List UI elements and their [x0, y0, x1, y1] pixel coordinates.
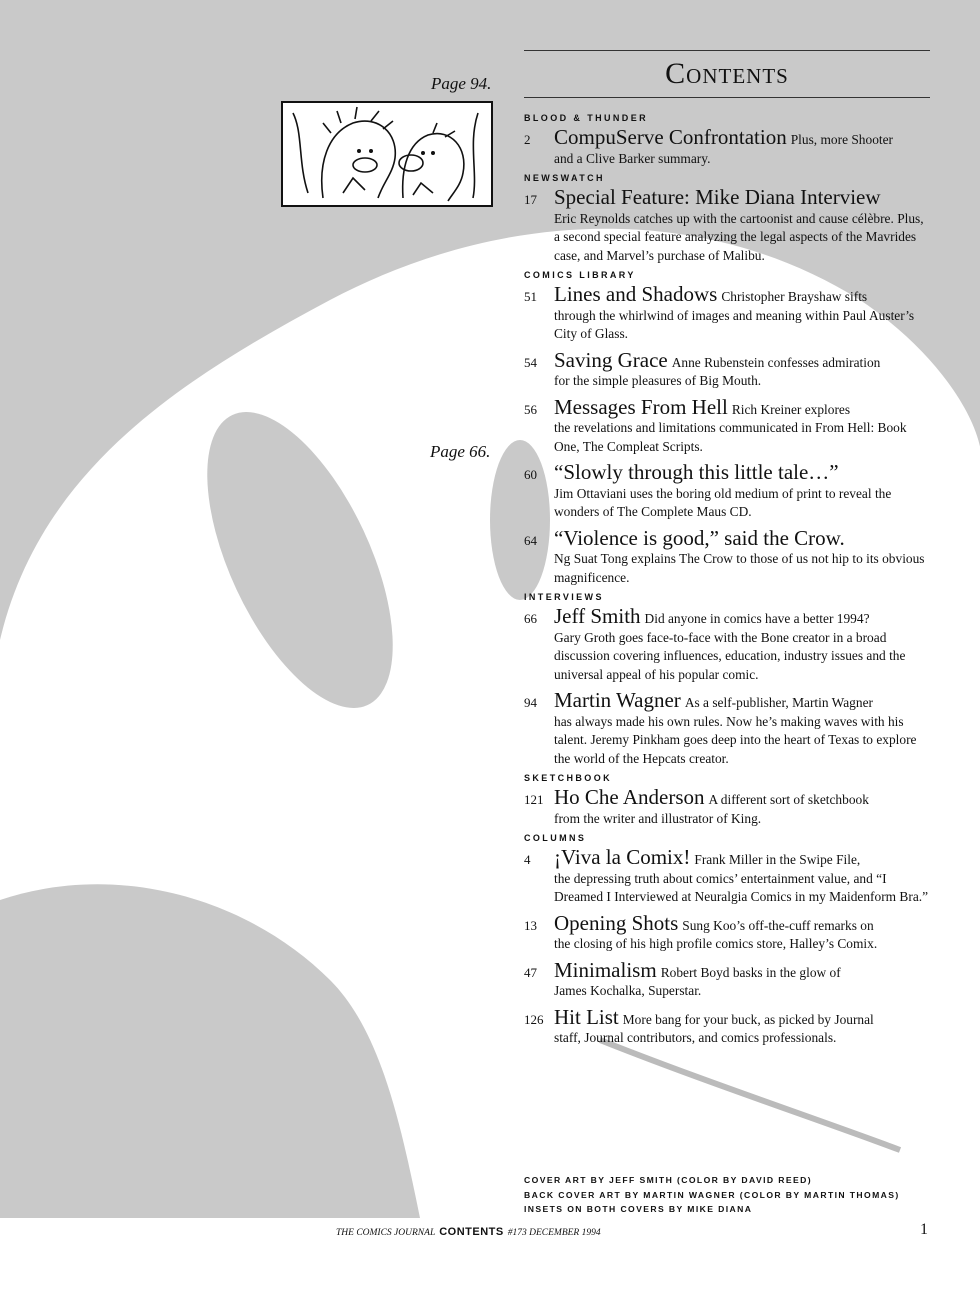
- entry-lead: Sung Koo’s off-the-cuff remarks on: [682, 917, 874, 933]
- entry-lead: Did anyone in comics have a better 1994?: [644, 611, 870, 626]
- entry-lead: More bang for your buck, as picked by Journal: [622, 1011, 874, 1027]
- entry-title: Hit List: [554, 1004, 619, 1029]
- entry-title: Lines and Shadows: [554, 282, 718, 306]
- toc-entry[interactable]: [524, 527, 930, 588]
- toc-entry[interactable]: [524, 349, 930, 391]
- toc-entry[interactable]: [524, 689, 930, 768]
- page-number: 1: [920, 1221, 928, 1238]
- entry-body: [554, 605, 930, 684]
- toc-entry[interactable]: [524, 1006, 930, 1048]
- entry-title: Messages From Hell: [554, 394, 728, 419]
- entry-page-number: 64: [524, 532, 537, 548]
- entry-description: for the simple pleasures of Big Mouth.: [554, 373, 762, 388]
- entry-page-number: 66: [524, 611, 537, 626]
- entry-description: James Kochalka, Superstar.: [554, 983, 702, 998]
- entry-page-number: 56: [524, 401, 537, 417]
- toc-entry[interactable]: [524, 605, 930, 684]
- section-heading: COLUMNS: [524, 833, 587, 843]
- footer-publication: THE COMICS JOURNAL: [336, 1228, 436, 1238]
- section-heading: NEWSWATCH: [524, 173, 605, 183]
- entry-body: [554, 283, 930, 344]
- entry-title: Jeff Smith: [554, 604, 641, 628]
- section-heading: COMICS LIBRARY: [524, 270, 636, 280]
- cover-credits: [524, 1173, 944, 1217]
- toc-entry[interactable]: [524, 283, 930, 344]
- entry-title: Saving Grace: [554, 347, 668, 372]
- entry-body: [554, 126, 930, 168]
- entry-title: Ho Che Anderson: [554, 785, 705, 809]
- section-heading: SKETCHBOOK: [524, 773, 613, 783]
- toc-entry[interactable]: [524, 959, 930, 1001]
- footer-issue: #173 DECEMBER 1994: [507, 1228, 601, 1238]
- credit-line: INSETS ON BOTH COVERS BY MIKE DIANA: [524, 1204, 753, 1214]
- entry-title: Martin Wagner: [554, 688, 681, 712]
- entry-lead: Anne Rubenstein confesses admiration: [671, 354, 881, 370]
- entry-body: [554, 396, 930, 457]
- entry-title: “Violence is good,” said the Crow.: [554, 525, 845, 550]
- entry-description: and a Clive Barker summary.: [554, 150, 711, 166]
- entry-title: Special Feature: Mike Diana Interview: [554, 185, 881, 209]
- toc-entry[interactable]: [524, 186, 930, 265]
- section-heading: BLOOD & THUNDER: [524, 113, 648, 123]
- entry-lead: As a self-publisher, Martin Wagner: [684, 695, 873, 710]
- entry-description: from the writer and illustrator of King.: [554, 810, 762, 826]
- toc-entry[interactable]: [524, 461, 930, 522]
- entry-page-number: 121: [524, 792, 544, 807]
- entry-description: Eric Reynolds catches up with the cartoonist and cause célèbre. Plus, a second special feature analyzing the legal aspects of the Mavrides case, and Marvel’s purchase of Malibu.: [554, 210, 924, 263]
- entry-title: ¡Viva la Comix!: [554, 845, 691, 869]
- entry-description: through the whirlwind of images and meaning within Paul Auster’s City of Glass.: [554, 307, 915, 341]
- entry-page-number: 60: [524, 467, 537, 482]
- entry-body: [554, 1006, 930, 1048]
- page-title: Contents: [665, 57, 789, 90]
- entry-lead: Rich Kreiner explores: [731, 401, 851, 417]
- entry-page-number: 13: [524, 917, 537, 933]
- footer-section: CONTENTS: [439, 1226, 504, 1238]
- entry-body: [554, 959, 930, 1001]
- entry-description: staff, Journal contributors, and comics professionals.: [554, 1030, 837, 1045]
- entry-body: [554, 527, 930, 588]
- entry-description: Jim Ottaviani uses the boring old medium of print to reveal the wonders of The Complete Maus CD.: [554, 485, 892, 519]
- entry-page-number: 94: [524, 695, 537, 710]
- entry-body: [554, 846, 930, 907]
- entry-body: [554, 461, 930, 522]
- entry-lead: Christopher Brayshaw sifts: [721, 289, 868, 304]
- entry-title: Minimalism: [554, 957, 657, 982]
- two-characters-drawing: [283, 103, 491, 205]
- toc-entry[interactable]: [524, 912, 930, 954]
- entry-body: [554, 912, 930, 954]
- entry-body: [554, 786, 930, 828]
- entry-lead: Frank Miller in the Swipe File,: [694, 852, 861, 867]
- toc-entry[interactable]: [524, 396, 930, 457]
- credit-line: BACK COVER ART BY MARTIN WAGNER (COLOR BY MARTIN THOMAS): [524, 1189, 900, 1200]
- entry-description: the revelations and limitations communicated in From Hell: Book One, The Compleat Scripts.: [554, 420, 907, 454]
- entry-description: has always made his own rules. Now he’s making waves with his talent. Jeremy Pinkham goes deep into the heart of Texas to explore the world of the Hepcats creator.: [554, 713, 917, 766]
- section-heading: INTERVIEWS: [524, 592, 604, 602]
- entry-description: Ng Suat Tong explains The Crow to those of us not hip to its obvious magnificence.: [554, 551, 925, 585]
- entry-page-number: 17: [524, 192, 537, 207]
- toc-entry[interactable]: [524, 786, 930, 828]
- entry-description: Gary Groth goes face-to-face with the Bone creator in a broad discussion covering influences, education, industry issues and the universal appeal of his popular comic.: [554, 629, 906, 682]
- credit-line: COVER ART BY JEFF SMITH (COLOR BY DAVID REED): [524, 1175, 813, 1185]
- entry-lead: Robert Boyd basks in the glow of: [660, 964, 841, 980]
- table-of-contents: [524, 108, 930, 1053]
- entry-page-number: 54: [524, 354, 537, 370]
- entry-lead: A different sort of sketchbook: [708, 792, 869, 807]
- comic-panel-inset: [281, 101, 493, 207]
- entry-body: [554, 349, 930, 391]
- entry-body: [554, 186, 930, 265]
- page-66-label: Page 66.: [430, 442, 491, 461]
- page-94-label: Page 94.: [431, 74, 492, 93]
- entry-title: “Slowly through this little tale…”: [554, 460, 839, 484]
- entry-description: the depressing truth about comics’ entertainment value, and “I Dreamed I Interviewed at Neuralgia Comics in my Maidenform Bra.”: [554, 870, 929, 904]
- footer-folio: [336, 1226, 601, 1238]
- entry-lead: Plus, more Shooter: [790, 132, 894, 147]
- entry-page-number: 2: [524, 132, 531, 147]
- entry-description: the closing of his high profile comics store, Halley’s Comix.: [554, 936, 878, 951]
- entry-page-number: 126: [524, 1011, 544, 1027]
- entry-title: Opening Shots: [554, 910, 679, 935]
- contents-header: [524, 50, 930, 98]
- toc-entry[interactable]: [524, 126, 930, 168]
- entry-body: [554, 689, 930, 768]
- entry-page-number: 47: [524, 964, 537, 980]
- page-footer: [0, 1218, 980, 1295]
- entry-page-number: 4: [524, 852, 531, 867]
- entry-page-number: 51: [524, 289, 537, 304]
- entry-title: CompuServe Confrontation: [554, 125, 787, 149]
- toc-entry[interactable]: [524, 846, 930, 907]
